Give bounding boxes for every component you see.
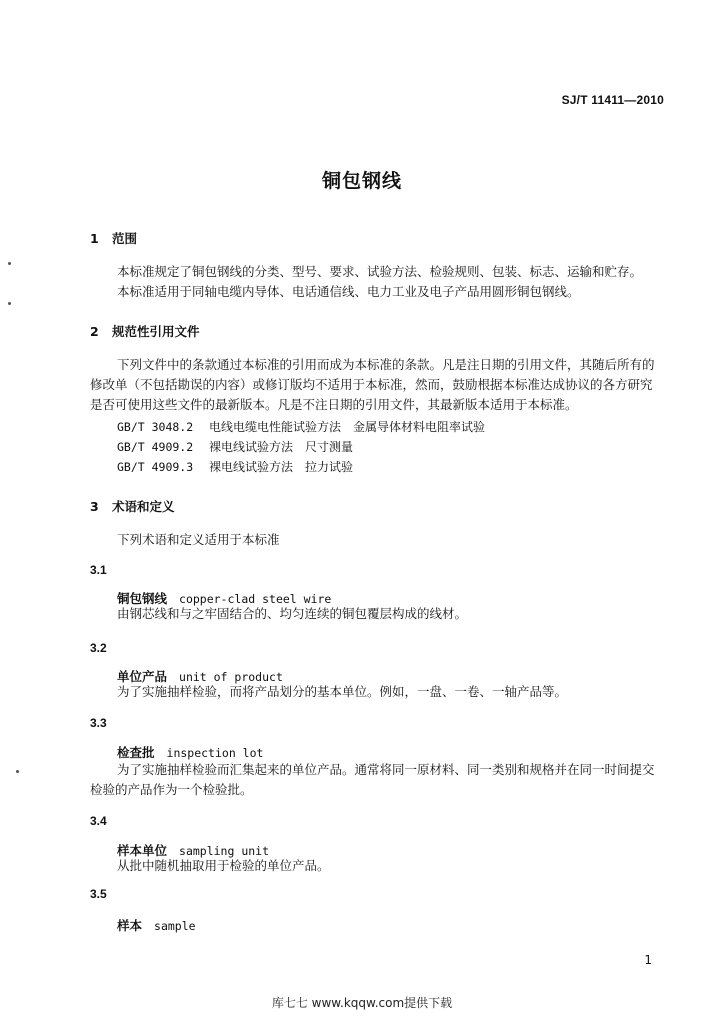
scan-speck	[8, 302, 11, 305]
reference-item	[117, 438, 353, 455]
reference-name: 裸电线试验方法 拉力试验	[209, 460, 354, 474]
term-chinese: 检查批	[117, 745, 155, 760]
document-title: 铜包钢线	[321, 170, 402, 192]
section-title: 规范性引用文件	[112, 324, 200, 339]
section-1-heading	[90, 229, 137, 247]
reference-code: GB/T 4909.3	[117, 460, 194, 474]
section-title: 术语和定义	[112, 499, 175, 514]
scope-paragraph-1: 本标准规定了铜包钢线的分类、型号、要求、试验方法、检验规则、包装、标志、运输和贮存。	[117, 264, 643, 279]
term-english: unit of product	[179, 670, 283, 684]
section-number: 2	[90, 324, 99, 339]
term-definition: 为了实施抽样检验，而将产品划分的基本单位。例如，一盘、一卷、一轴产品等。	[117, 684, 568, 699]
section-3-heading	[90, 497, 175, 515]
section-number: 3	[90, 499, 99, 514]
terms-intro: 下列术语和定义适用于本标准	[117, 532, 280, 547]
term-english: copper-clad steel wire	[179, 592, 332, 606]
reference-code: GB/T 4909.2	[117, 440, 194, 454]
term-number: 3.5	[90, 887, 107, 901]
term-entry	[117, 743, 263, 761]
term-definition-line-2: 检验的产品作为一个检验批。	[90, 782, 253, 797]
term-entry	[117, 916, 196, 934]
term-definition-line-1: 为了实施抽样检验而汇集起来的单位产品。通常将同一原材料、同一类别和规格并在同一时间提交	[117, 762, 655, 777]
scan-speck	[16, 770, 19, 773]
references-intro-line-1: 下列文件中的条款通过本标准的引用而成为本标准的条款。凡是注日期的引用文件，其随后所有的	[117, 357, 655, 372]
references-intro-line-3: 是否可使用这些文件的最新版本。凡是不注日期的引用文件，其最新版本适用于本标准。	[90, 397, 578, 412]
reference-name: 电线电缆电性能试验方法 金属导体材料电阻率试验	[209, 420, 486, 434]
term-number: 3.4	[90, 814, 107, 828]
term-chinese: 铜包钢线	[117, 591, 168, 606]
term-chinese: 单位产品	[117, 669, 168, 684]
term-number: 3.1	[90, 563, 107, 577]
reference-code: GB/T 3048.2	[117, 420, 194, 434]
section-title: 范围	[112, 231, 138, 246]
term-number: 3.3	[90, 716, 107, 730]
term-chinese: 样本单位	[117, 843, 168, 858]
download-footer: 库七七 www.kqqw.com提供下载	[271, 996, 453, 1010]
term-definition: 从批中随机抽取用于检验的单位产品。	[117, 858, 330, 873]
standard-code: SJ/T 11411—2010	[561, 93, 664, 107]
reference-item	[117, 418, 485, 435]
scan-speck	[8, 262, 11, 265]
page-number: 1	[644, 953, 652, 967]
scope-paragraph-2: 本标准适用于同轴电缆内导体、电话通信线、电力工业及电子产品用圆形铜包钢线。	[117, 284, 580, 299]
term-number: 3.2	[90, 641, 107, 655]
section-number: 1	[90, 231, 99, 246]
term-english: sampling unit	[179, 844, 270, 858]
term-english: inspection lot	[166, 746, 264, 760]
reference-item	[117, 458, 353, 475]
term-chinese: 样本	[117, 918, 143, 933]
term-english: sample	[154, 919, 196, 933]
reference-name: 裸电线试验方法 尺寸测量	[209, 440, 354, 454]
section-2-heading	[90, 322, 200, 340]
references-intro-line-2: 修改单（不包括勘误的内容）或修订版均不适用于本标准，然而，鼓励根据本标准达成协议的各方研究	[90, 377, 653, 392]
term-definition: 由钢芯线和与之牢固结合的、均匀连续的铜包覆层构成的线材。	[117, 606, 468, 621]
